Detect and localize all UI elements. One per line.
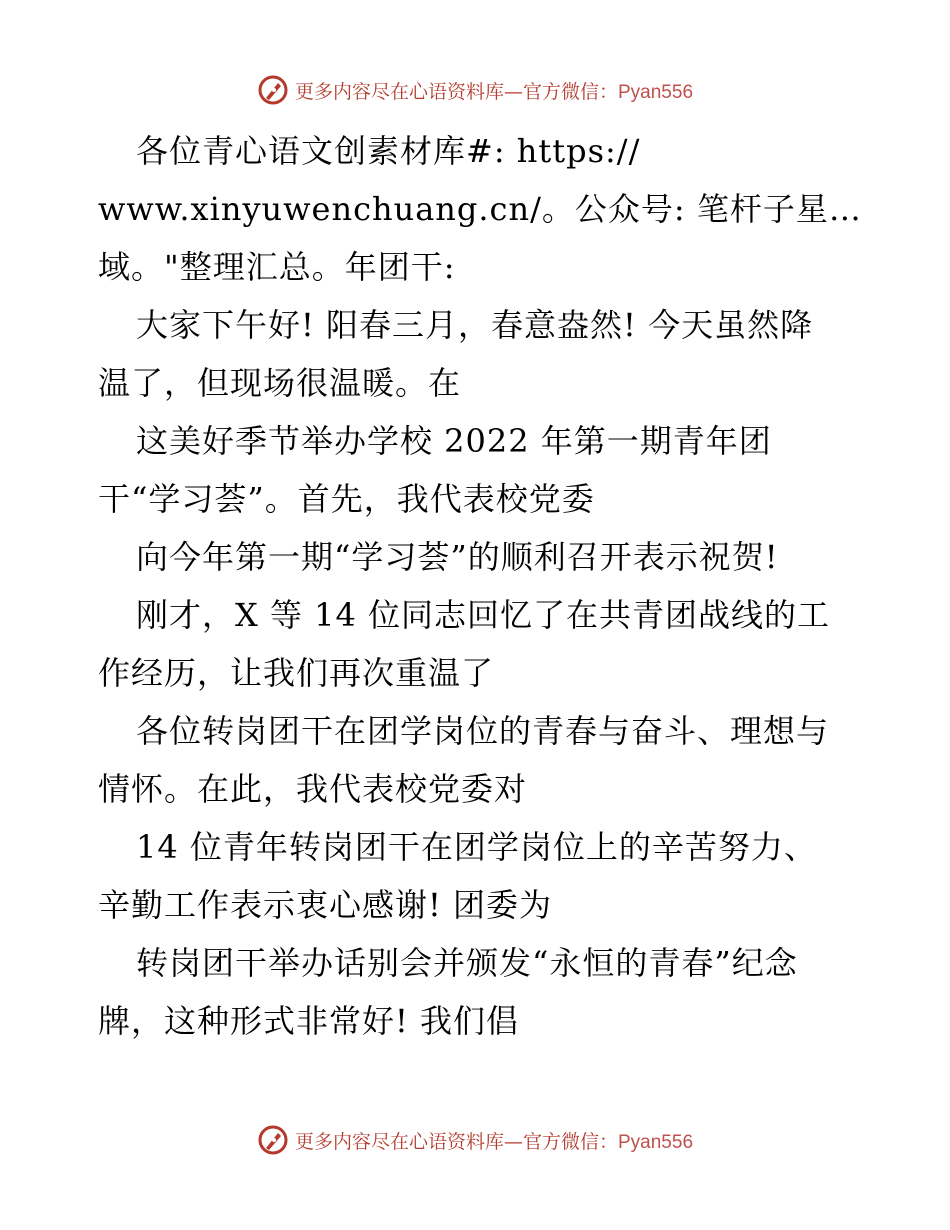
footer-banner-text xyxy=(295,1127,693,1154)
body-line: 转岗团干举办话别会并颁发“永恒的青春”纪念 xyxy=(136,944,798,982)
body-line: 各位青心语文创素材库#: https:// xyxy=(136,132,641,170)
body-line: 向今年第一期“学习荟”的顺利召开表示祝贺! xyxy=(136,538,779,576)
body-line: 牌，这种形式非常好! 我们倡 xyxy=(98,1002,520,1040)
body-line: 情怀。在此，我代表校党委对 xyxy=(98,770,528,808)
footer-banner-label: 更多内容尽在心语资料库—官方微信： xyxy=(294,1130,618,1153)
body-line: 这美好季节举办学校 2022 年第一期青年团 xyxy=(136,422,772,460)
body-line: 辛勤工作表示衷心感谢! 团委为 xyxy=(98,886,553,924)
body-line: 大家下午好! 阳春三月，春意盎然! 今天虽然降 xyxy=(136,306,814,344)
header-banner xyxy=(0,70,950,110)
document-body xyxy=(98,122,862,1050)
body-line: 各位转岗团干在团学岗位的青春与奋斗、理想与 xyxy=(136,712,830,750)
body-line: www.xinyuwenchuang.cn/。公众号: 笔杆子星… xyxy=(98,190,862,228)
body-line: 作经历，让我们再次重温了 xyxy=(98,654,495,692)
footer-banner xyxy=(0,1120,950,1160)
footer-wechat-id: Pyan556 xyxy=(618,1131,694,1153)
body-line: 域。"整理汇总。年团干: xyxy=(98,248,456,286)
body-line: 温了，但现场很温暖。在 xyxy=(98,364,462,402)
pen-nib-circle-icon xyxy=(257,1124,289,1156)
pen-nib-circle-icon xyxy=(257,74,289,106)
header-banner-label: 更多内容尽在心语资料库—官方微信： xyxy=(294,80,618,103)
header-wechat-id: Pyan556 xyxy=(618,81,694,103)
body-line: 干“学习荟”。首先，我代表校党委 xyxy=(98,480,595,518)
body-line: 14 位青年转岗团干在团学岗位上的辛苦努力、 xyxy=(136,828,817,866)
body-line: 刚才，X 等 14 位同志回忆了在共青团战线的工 xyxy=(136,596,831,634)
header-banner-text xyxy=(295,77,693,104)
